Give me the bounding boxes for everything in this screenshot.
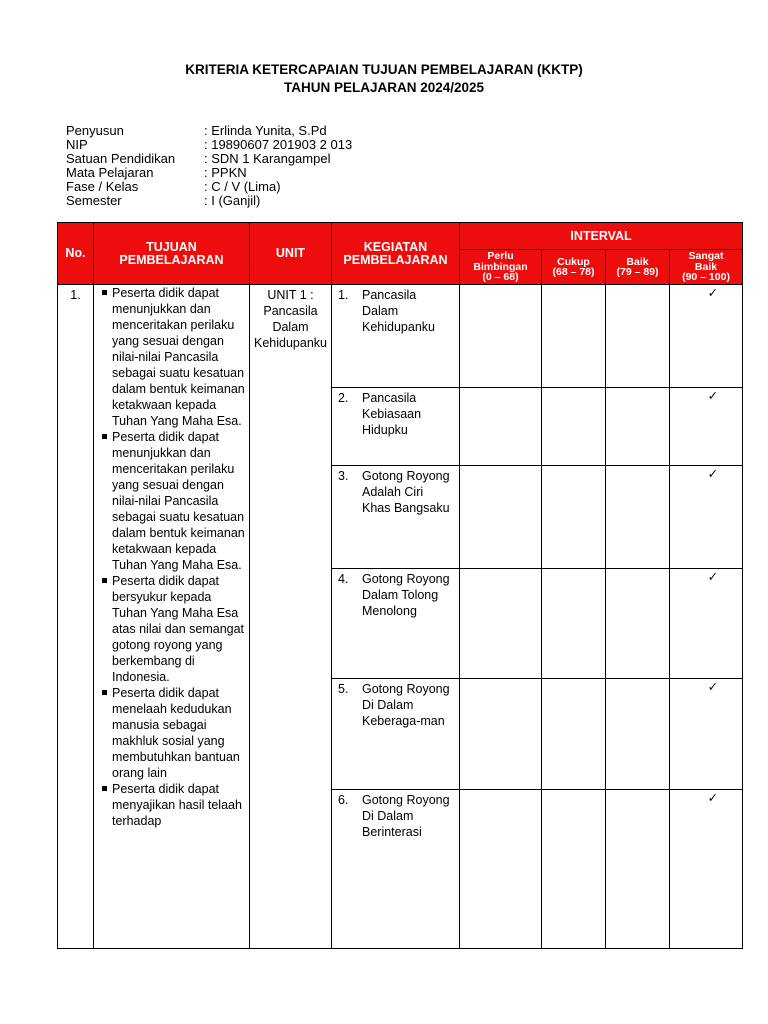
score-cell [606,388,670,466]
info-row-mata-pelajaran [66,166,352,180]
score-cell [606,466,670,569]
info-value: : PPKN [204,165,247,180]
score-cell [460,285,542,388]
tujuan-item: Peserta didik dapat menelaah kedudukan manusia sebagai makhluk sosial yang membutuhkan bantuan orang lain [98,685,249,781]
check-mark-icon: ✓ [670,790,743,949]
score-cell [606,569,670,679]
document-subtitle: TAHUN PELAJARAN 2024/2025 [283,80,485,95]
interval-range: (68 – 78) [552,266,595,278]
score-cell [460,679,542,790]
kegiatan-text: Gotong Royong Di Dalam Berinterasi [362,793,450,839]
tujuan-list [94,285,249,829]
info-row-nip [66,138,352,152]
header-baik [606,250,670,285]
kegiatan-cell [332,790,460,949]
score-cell [606,790,670,949]
check-mark-icon: ✓ [670,679,743,790]
info-label: Semester [66,193,122,208]
score-cell [542,466,606,569]
kegiatan-text: Gotong Royong Adalah Ciri Khas Bangsaku [362,469,450,515]
document-info [66,124,352,208]
interval-range: (79 – 89) [616,266,659,278]
score-cell [460,569,542,679]
interval-name: Baik [626,255,649,268]
header-sangat-baik [670,250,743,285]
table-row [58,285,743,388]
kegiatan-cell [332,679,460,790]
score-cell [460,790,542,949]
kegiatan-number: 2. [338,391,349,405]
kegiatan-cell [332,569,460,679]
info-value: : I (Ganjil) [204,193,261,208]
score-cell [542,388,606,466]
info-label: Penyusun [66,123,124,138]
info-row-fase-kelas [66,180,352,194]
header-perlu-bimbingan [460,250,542,285]
header-unit: UNIT [250,223,332,285]
score-cell [542,790,606,949]
info-value: : C / V (Lima) [204,179,281,194]
check-mark-icon: ✓ [670,388,743,466]
row-number: 1. [58,285,94,949]
kegiatan-text: Pancasila Dalam Kehidupanku [362,288,435,334]
kegiatan-number: 5. [338,682,349,696]
info-label: Fase / Kelas [66,179,139,194]
kegiatan-text: Gotong Royong Dalam Tolong Menolong [362,572,450,618]
tujuan-item: Peserta didik dapat menyajikan hasil telaah terhadap [98,781,249,829]
interval-name: Cukup [557,255,590,268]
info-value: : SDN 1 Karangampel [204,151,331,166]
header-interval: INTERVAL [460,223,743,250]
score-cell [542,569,606,679]
tujuan-item: Peserta didik dapat menunjukkan dan menceritakan perilaku yang sesuai dengan nilai-nilai Pancasila sebagai suatu kesatuan dalam bentuk keimanan ketakwaan kepada Tuhan Yang Maha Esa. [98,285,249,429]
check-mark-icon: ✓ [670,285,743,388]
interval-name: Sangat Baik [688,250,724,273]
header-kegiatan-pembelajaran: KEGIATAN PEMBELAJARAN [332,223,460,285]
info-row-satuan-pendidikan [66,152,352,166]
score-cell [606,679,670,790]
interval-name: Perlu Bimbingan [473,250,528,273]
kegiatan-cell [332,285,460,388]
kegiatan-cell [332,388,460,466]
score-cell [606,285,670,388]
score-cell [460,388,542,466]
kegiatan-text: Gotong Royong Di Dalam Keberaga-man [362,682,450,728]
tujuan-item: Peserta didik dapat bersyukur kepada Tuhan Yang Maha Esa atas nilai dan semangat gotong royong yang berkembang di Indonesia. [98,573,249,685]
header-no: No. [58,223,94,285]
info-row-semester [66,194,352,208]
kktp-table [57,222,743,949]
info-label: NIP [66,137,88,152]
header-tujuan-pembelajaran: TUJUAN PEMBELAJARAN [94,223,250,285]
interval-range: (0 – 68) [482,271,519,284]
header-cukup [542,250,606,285]
info-row-penyusun [66,124,352,138]
score-cell [542,679,606,790]
kegiatan-cell [332,466,460,569]
info-label: Mata Pelajaran [66,165,154,180]
info-value: : 19890607 201903 2 013 [204,137,353,152]
kegiatan-number: 4. [338,572,349,586]
tujuan-pembelajaran-cell [94,285,250,949]
check-mark-icon: ✓ [670,569,743,679]
unit-cell: UNIT 1 : Pancasila Dalam Kehidupanku [250,285,332,949]
kegiatan-number: 3. [338,469,349,483]
kegiatan-text: Pancasila Kebiasaan Hidupku [362,391,422,437]
score-cell [460,466,542,569]
info-label: Satuan Pendidikan [66,151,176,166]
interval-range: (90 – 100) [682,271,730,284]
kegiatan-number: 1. [338,288,349,302]
check-mark-icon: ✓ [670,466,743,569]
tujuan-item: Peserta didik dapat menunjukkan dan menceritakan perilaku yang sesuai dengan nilai-nilai Pancasila sebagai suatu kesatuan dalam bentuk keimanan ketakwaan kepada Tuhan Yang Maha Esa. [98,429,249,573]
score-cell [542,285,606,388]
kegiatan-number: 6. [338,793,349,807]
info-value: : Erlinda Yunita, S.Pd [204,123,327,138]
document-title: KRITERIA KETERCAPAIAN TUJUAN PEMBELAJARAN (KKTP) [185,62,583,77]
